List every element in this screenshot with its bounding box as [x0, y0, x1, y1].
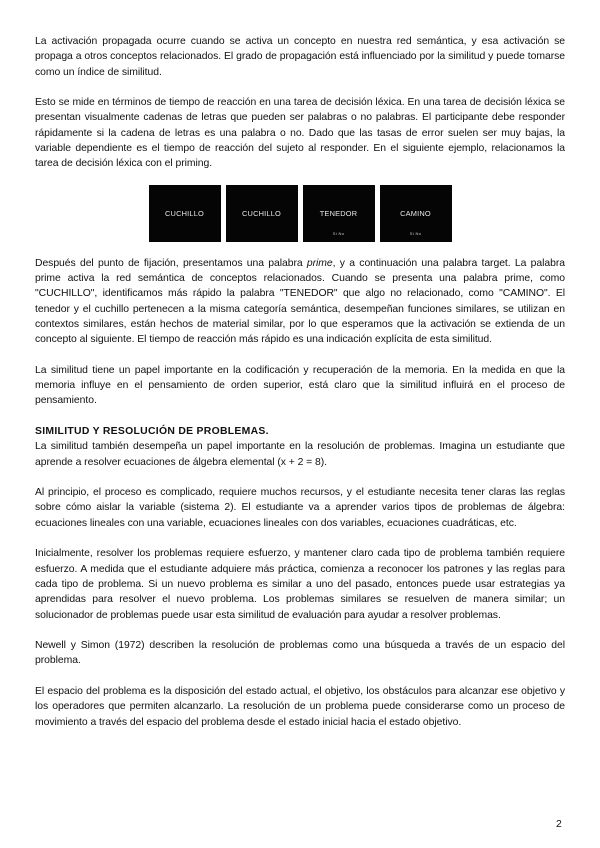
slide-word: TENEDOR	[319, 208, 358, 218]
paragraph-newell-simon: Newell y Simon (1972) describen la resolución de problemas como una búsqueda a través de un espacio del problema.	[35, 640, 565, 667]
section-heading: SIMILITUD Y RESOLUCIÓN DE PROBLEMAS.	[35, 425, 269, 437]
priming-figure	[35, 185, 565, 242]
slide-fixation-prime	[149, 185, 221, 242]
paragraph-espacio-problema: El espacio del problema es la disposición del estado actual, el objetivo, los obstáculos para alcanzar ese objetivo y los operadores que permiten alcanzarlo. La resolución de un problema puede considerarse como un proceso de movimiento a través del espacio del problema desde el estado inicial hacia el estado objetivo.	[35, 685, 565, 728]
paragraph-decision-lexica: Esto se mide en términos de tiempo de reacción en una tarea de decisión léxica. En una tarea de decisión léxica se presentan visualmente cadenas de letras que pueden ser palabras o no palabras. El participante debe responder rápidamente si la cadena de letras es una palabra o no. Dado que las tasas de error suelen ser muy bajas, la variable dependiente es el tiempo de reacción del sujeto al responder. En el siguiente ejemplo, relacionamos la tarea de decisión léxica con el priming.	[35, 97, 565, 170]
slide-keys: Sí No	[409, 230, 422, 236]
text-span: Después del punto de fijación, presentamos una palabra	[35, 257, 307, 269]
paragraph-activacion-propagada: La activación propagada ocurre cuando se activa un concepto en nuestra red semántica, y esa activación se propaga a otros conceptos relacionados. El grado de propagación está influenciado por la similitud y puede tomarse como un índice de similitud.	[35, 36, 565, 78]
page-number: 2	[556, 819, 562, 830]
paragraph-memoria: La similitud tiene un papel importante en la codificación y recuperación de la memoria. En la medida en que la memoria influye en el pensamiento de orden superior, está claro que la similitud influirá en el proceso de pensamiento.	[35, 364, 565, 407]
slide-keys: Sí No	[332, 230, 345, 236]
emphasis-prime: prime	[306, 257, 333, 269]
paragraph-al-principio: Al principio, el proceso es complicado, requiere muchos recursos, y el estudiante necesita tener claras las reglas sobre cómo aislar la variable (sistema 2). El estudiante va a aprender varios tipos de problemas de álgebra: ecuaciones lineales con una variable, ecuaciones lineales con dos variables, ecuaciones cuadráticas, etc.	[35, 487, 565, 529]
paragraph-inicialmente: Inicialmente, resolver los problemas requiere esfuerzo, y mantener claro cada tipo de problema también requiere esfuerzo. A medida que el estudiante adquiere más práctica, comienza a reconocer los patrones y las reglas para cada tipo de problema. Si un nuevo problema es similar a uno del pasado, entonces puede usar estrategias ya aprendidas para resolver el nuevo problema. Los problemas similares se resuelven de manera similar; un solucionador de problemas puede usar esta similitud de evaluación para ayudar a resolver problemas.	[35, 548, 565, 621]
slide-word: CAMINO	[400, 208, 431, 218]
paragraph-priming-explanation	[35, 256, 565, 348]
paragraph-resolucion-intro: La similitud también desempeña un papel importante en la resolución de problemas. Imagina un estudiante que aprende a resolver ecuaciones de álgebra elemental (x + 2 = 8).	[35, 441, 565, 468]
slide-target-related	[303, 185, 375, 242]
slide-word: CUCHILLO	[165, 208, 204, 218]
slide-target-unrelated	[380, 185, 452, 242]
slide-word: CUCHILLO	[242, 208, 281, 218]
document-page	[35, 34, 565, 730]
slide-prime	[226, 185, 298, 242]
text-span: , y a continuación una palabra target. La palabra prime activa la red semántica de conceptos relacionados. Cuando se presenta una palabra prime, como "CUCHILLO", identificamos más rápido la palabra "TENEDOR" que algo no relacionado, como "CAMINO". El tenedor y el cuchillo pertenecen a la misma categoría semántica, desempeñan funciones similares, se utilizan en contextos similares, están hechos de material similar, por lo que esperamos que la activación se extienda de un concepto al siguiente. El tiempo de reacción más rápido es una indicación explícita de esta similitud.	[35, 257, 565, 346]
